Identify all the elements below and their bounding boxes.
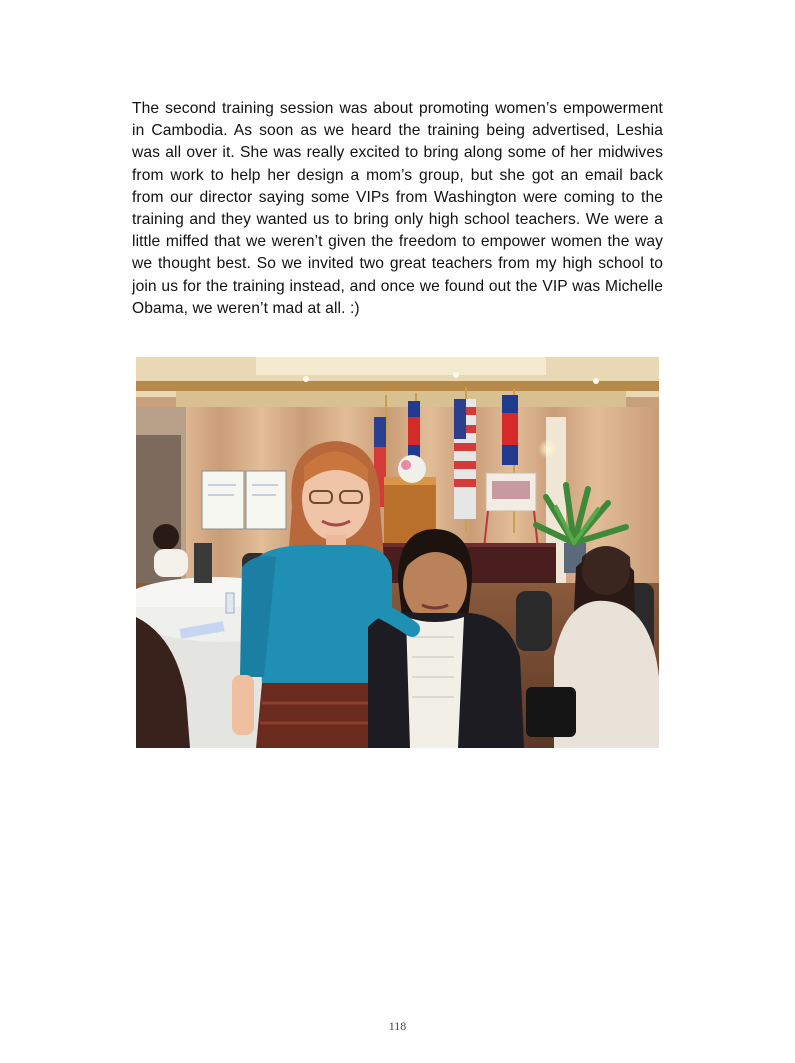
event-photo <box>136 357 659 748</box>
body-paragraph: The second training session was about promoting women’s empowerment in Cambodia. As soon as we heard the training being advertised, Leshia was all over it. She was really excited to bring along some of her midwives from work to help her design a mom’s group, but she got an email back from our director saying some VIPs from Washington were coming to the training and they wanted us to bring only high school teachers. We were a little miffed that we weren’t given the freedom to empower women the way we thought best. So we invited two great teachers from my high school to join us for the training instead, and once we found out the VIP was Michelle Obama, we weren’t mad at all. :) <box>132 100 663 317</box>
event-photo-illustration <box>136 357 659 748</box>
page-number: 118 <box>388 1019 407 1033</box>
